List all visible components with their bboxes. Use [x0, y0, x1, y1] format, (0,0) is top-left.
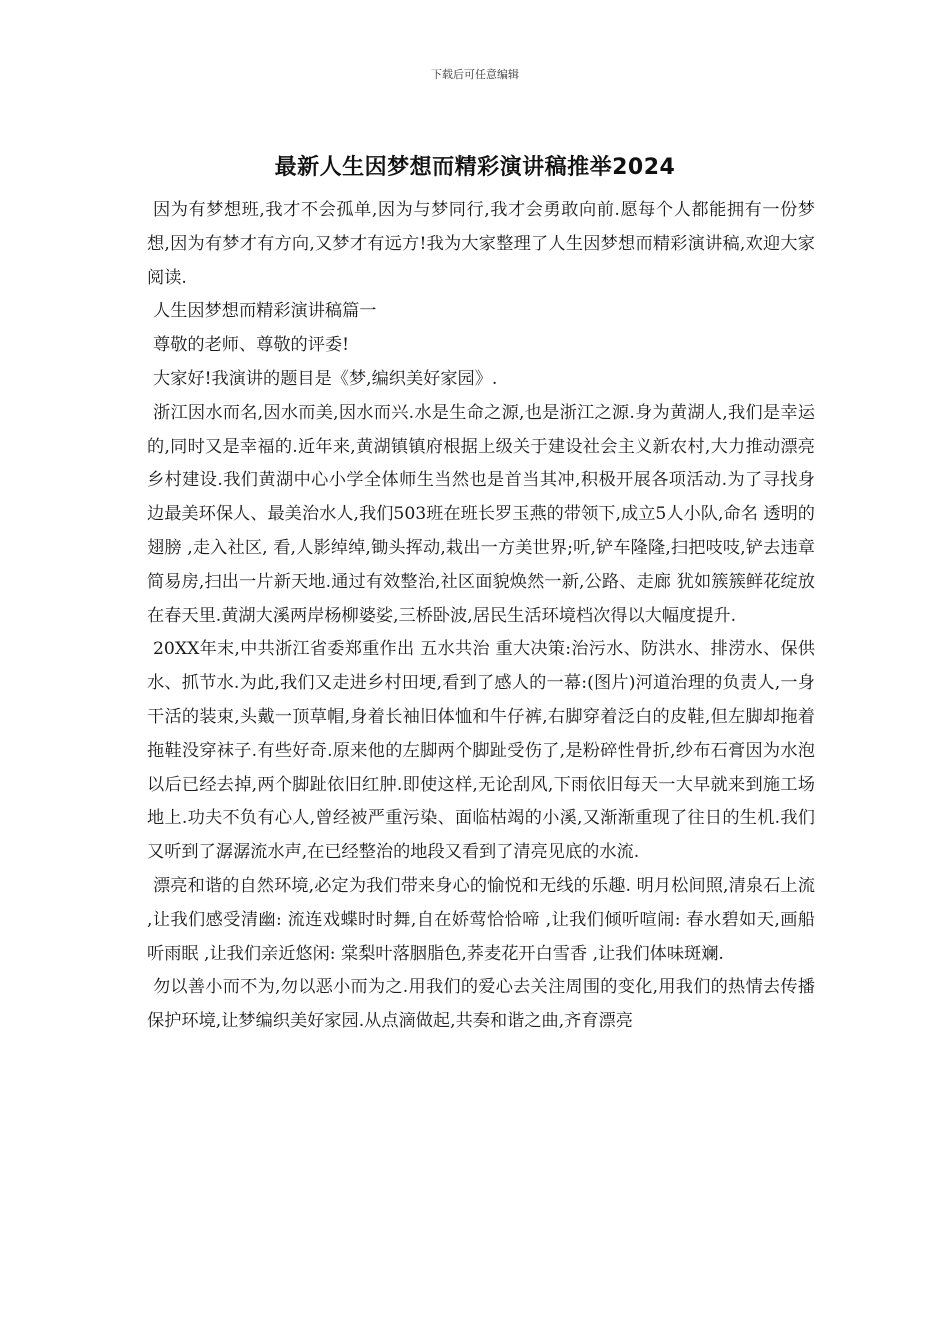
- document-body: [147, 194, 815, 1039]
- page-header: 下载后可任意编辑: [431, 68, 519, 81]
- paragraph-salutation: 尊敬的老师、尊敬的评委!: [153, 335, 349, 356]
- paragraph-greeting: 大家好!我演讲的题目是《梦,编织美好家园》.: [153, 368, 498, 389]
- section-heading: 人生因梦想而精彩演讲稿篇一: [153, 301, 377, 322]
- paragraph-closing: 勿以善小而不为,勿以恶小而为之.用我们的爱心去关注周围的变化,用我们的热情去传播保护环境,让梦编织美好家园.从点滴做起,共奏和谐之曲,齐育漂亮: [147, 977, 815, 1032]
- paragraph-zhejiang: 浙江因水而名,因水而美,因水而兴.水是生命之源,也是浙江之源.身为黄湖人,我们是幸运的,同时又是幸福的.近年来,黄湖镇镇府根据上级关于建设社会主义新农村,大力推动漂亮乡村建设.我们黄湖中心小学全体师生当然也是首当其冲,积极开展各项活动.为了寻找身边最美环保人、最美治水人,我们503班在班长罗玉燕的带领下,成立5人小队,命名 透明的翅膀 ,走入社区, 看,人影绰绰,锄头挥动,栽出一方美世界;听,铲车隆隆,扫把吱吱,铲去违章简易房,扫出一片新天地.通过有效整治,社区面貌焕然一新,公路、走廊 犹如簇簇鲜花绽放在春天里.黄湖大溪两岸杨柳婆娑,三桥卧波,居民生活环境档次得以大幅度提升.: [147, 402, 815, 626]
- document-title: 最新人生因梦想而精彩演讲稿推举2024: [274, 155, 676, 180]
- paragraph-intro: 因为有梦想班,我才不会孤单,因为与梦同行,我才会勇敢向前.愿每个人都能拥有一份梦想,因为有梦才有方向,又梦才有远方!我为大家整理了人生因梦想而精彩演讲稿,欢迎大家阅读.: [147, 200, 815, 288]
- paragraph-environment: 漂亮和谐的自然环境,必定为我们带来身心的愉悦和无线的乐趣. 明月松间照,清泉石上流 ,让我们感受清幽: 流连戏蝶时时舞,自在娇莺恰恰啼 ,让我们倾听喧闹: 春水碧如天,画船听雨眠 ,让我们亲近悠闲: 棠梨叶落胭脂色,荞麦花开白雪香 ,让我们体味斑斓.: [147, 875, 815, 964]
- paragraph-five-water: 20XX年末,中共浙江省委郑重作出 五水共治 重大决策:治污水、防洪水、排涝水、保供水、抓节水.为此,我们又走进乡村田埂,看到了感人的一幕:(图片)河道治理的负责人,一身干活的装束,头戴一顶草帽,身着长袖旧体恤和牛仔裤,右脚穿着泛白的皮鞋,但左脚却拖着拖鞋没穿袜子.有些好奇.原来他的左脚两个脚趾受伤了,是粉碎性骨折,纱布石膏因为水泡以后已经去掉,两个脚趾依旧红肿.即使这样,无论刮风,下雨依旧每天一大早就来到施工场地上.功夫不负有心人,曾经被严重污染、面临枯竭的小溪,又渐渐重现了往日的生机.我们又听到了潺潺流水声,在已经整治的地段又看到了清亮见底的水流.: [147, 639, 815, 863]
